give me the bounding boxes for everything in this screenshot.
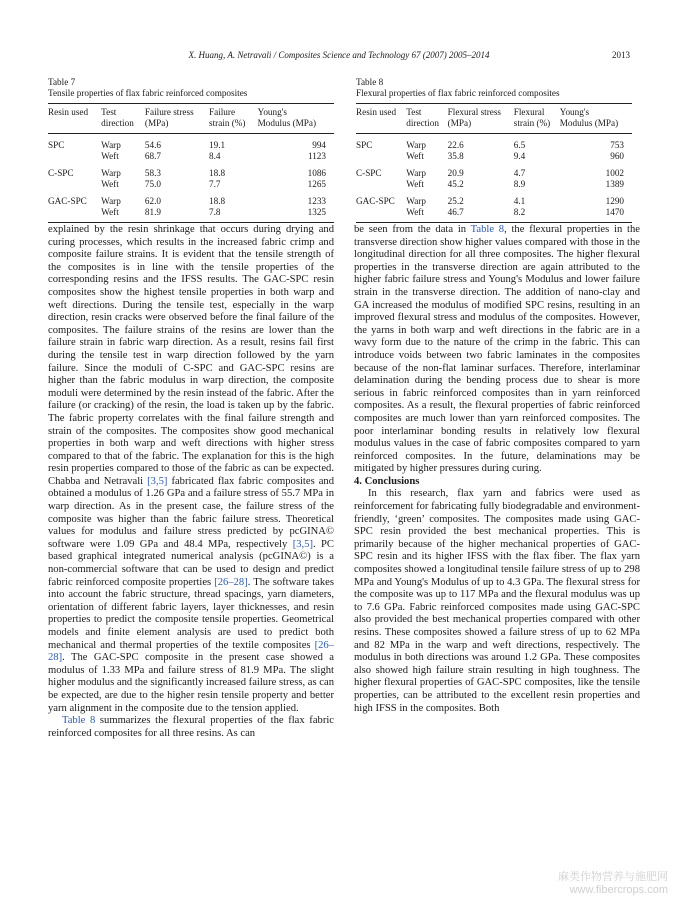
table-cell: Warp (101, 140, 121, 150)
table-cell: 1086 (307, 168, 326, 178)
table-row (48, 207, 334, 223)
table-cell: Weft (406, 151, 424, 161)
table-cell: 46.7 (447, 207, 464, 217)
column-header: Flexural stress (MPa) (447, 107, 501, 128)
watermark (558, 871, 668, 897)
table-cell: 1290 (605, 196, 624, 206)
column-header: Young's Modulus (MPa) (257, 107, 317, 128)
table-cell: 8.9 (513, 179, 526, 189)
table-8-label: Table 8 (356, 77, 384, 87)
table-cell: 68.7 (144, 151, 161, 161)
running-head: X. Huang, A. Netravali / Composites Science and Technology 67 (2007) 2005–2014 (188, 50, 490, 60)
table-cell: Warp (406, 168, 426, 178)
table-row (356, 162, 632, 179)
table-cell: 753 (610, 140, 624, 150)
table-cell (356, 207, 406, 223)
table-cell: 960 (610, 151, 624, 161)
table-cell: 18.8 (209, 196, 226, 206)
table-row (356, 207, 632, 223)
citation-link[interactable]: [3,5] (147, 475, 168, 487)
table-cell: 54.6 (144, 140, 161, 150)
table-row (48, 151, 334, 162)
table-cell: GAC-SPC (48, 196, 87, 206)
table-cell: 18.8 (209, 168, 226, 178)
table-7-label: Table 7 (48, 77, 76, 87)
table-cell: 1265 (307, 179, 326, 189)
table-8 (356, 77, 632, 223)
text-run: , the flexural properties in the transverse direction show higher values compared with those in the longitudinal direction for all three composites. The higher flexural properties in the transverse direction are again attributed to the higher fabric failure stress and Young's Modulus and lower failure strain in the transverse direction. The addition of nano-clay and GA increased the modulus of modified SPC resins, resulting in an improved flexural stress and modulus of the composites. However, the yarns in both warp and weft directions in the fabric are in a wavy form due to the nature of the crimp in the fabric. This can introduce voids between two fabric laminates in the composites because of the non-flat laminar surfaces. Therefore, interlaminar delamination during the bending process due to shear is more serious in fabric reinforced composites than in yarn reinforced composites. As a result, the flexural properties of fabric reinforced composites are much lower than yarn reinforced composites. The poor interlaminar bonding results in relatively low flexural modulus values in the case of fabric composites compared to yarn reinforced composites. In the future, delaminations may be mitigated by higher pressures during curing. (354, 224, 640, 475)
table-cell: 1470 (605, 207, 624, 217)
column-header: Resin used (48, 107, 89, 117)
table-cell: GAC-SPC (356, 196, 395, 206)
right-column (354, 224, 640, 715)
column-header: Test direction (101, 107, 134, 128)
page-number: 2013 (612, 50, 630, 60)
citation-link[interactable]: [26–28] (48, 639, 334, 664)
watermark-line-1: 麻类作物营养与施肥网 (558, 871, 668, 883)
table-7 (48, 77, 334, 223)
table-cell: 1233 (307, 196, 326, 206)
table-cell: 9.4 (513, 151, 526, 161)
table-row (48, 179, 334, 190)
table-cell: 75.0 (144, 179, 161, 189)
table-cell: 58.3 (144, 168, 161, 178)
table-cell: 22.6 (447, 140, 464, 150)
table-row (356, 134, 632, 152)
table-cell: 19.1 (209, 140, 226, 150)
conclusions-paragraph: In this research, flax yarn and fabrics were used as reinforcement for fabricating fully biodegradable and environment-friendly, ‘green’ composites. The composites made using GAC-SPC resin provided the best mechanical properties. This is primarily because of the higher mechanical properties of GAC-SPC resin and its higher IFSS with the flax fiber. The flax yarn composites showed a longitudinal tensile failure stress of up to 298 MPa and Young's Modulus of up to 4.3 GPa. The flexural stress for the composite was up to 117 MPa and the flexural modulus was up to 7.6 GPa. Fabric reinforced composites made using GAC-SPC also provided the best mechanical properties compared with other resins. These composites showed a failure stress of up to 62 MPa and 82 MPa in the warp and weft directions, respectively. The modulus in both directions was around 1.2 GPa. These composites also showed high failure strain resulting in high toughness. The higher flexural properties of GAC-SPC composites, like the tensile properties, can be attributed to the excellent resin properties and high IFSS in the composites. Both (354, 488, 640, 714)
text-run: . The GAC-SPC composite in the present case showed a modulus of 1.33 MPa and failure stress of 81.9 MPa. The slight higher modulus and the significantly increased failure stress, as can be expected, are due to the higher resin tensile property and better yarn alignment in the composite due to the tension applied. (48, 652, 334, 714)
table-cell: 7.7 (209, 179, 221, 189)
table-cell (48, 207, 101, 223)
table-8-body (356, 134, 632, 223)
table-cell (48, 179, 101, 190)
table-7-grid (48, 103, 334, 223)
column-header: Failure strain (%) (209, 107, 246, 128)
text-run: be seen from the data in (354, 224, 471, 235)
table-8-link[interactable]: Table 8 (62, 715, 96, 727)
table-row (356, 151, 632, 162)
table-cell: Warp (101, 196, 121, 206)
text-run: . PC based graphical integrated numerical analysis (pcGINA©) is a non-commercial software that can be used to design and predict fabric reinforced composite properties (48, 538, 335, 588)
table-cell: Warp (406, 140, 426, 150)
table-8-grid (356, 103, 632, 223)
table-cell: 35.8 (447, 151, 464, 161)
text-run: fabricated flax fabric composites and obtained a modulus of 1.26 GPa and a failure stress of 55.7 MPa in warp direction. As in the present case, the failure stress of the composite was higher than the fabric failure stress. Theoretical values for modulus and failure stress predicted by pcGINA© software were 1.09 GPa and 48.4 MPa, respectively (48, 475, 335, 550)
table-cell: 20.9 (447, 168, 464, 178)
left-column (48, 224, 334, 740)
table-7-caption: Tensile properties of flax fabric reinforced composites (48, 88, 248, 98)
table-cell: 7.8 (209, 207, 221, 217)
table-cell: C-SPC (356, 168, 382, 178)
table-row (356, 190, 632, 207)
table-cell: 62.0 (144, 196, 161, 206)
column-header: Resin used (356, 107, 397, 117)
left-paragraph-1 (48, 224, 334, 715)
table-cell: 1325 (307, 207, 326, 217)
column-header: Flexural strain (%) (513, 107, 551, 128)
table-cell: Warp (406, 196, 426, 206)
table-cell: Weft (101, 207, 119, 217)
text-run: . The software takes into account the fabric structure, thread spacings, yarn diameters, orientation of different fabric layers, layer thicknesses, and resin properties to predict the composite tensile properties. Geometrical models and finite element analysis are used to predict both mechanical and thermal properties of the textile composites (48, 576, 334, 651)
table-7-header-row (48, 104, 334, 134)
citation-link[interactable]: [26–28] (214, 576, 248, 588)
table-cell: Weft (101, 179, 119, 189)
column-header: Failure stress (MPa) (144, 107, 194, 128)
table-cell: 45.2 (447, 179, 464, 189)
table-cell: 994 (312, 140, 326, 150)
table-cell (48, 151, 101, 162)
table-cell: 6.5 (513, 140, 526, 150)
right-paragraph-1 (354, 224, 640, 476)
table-7-body (48, 134, 334, 223)
citation-link[interactable]: [3,5] (292, 538, 313, 550)
table-cell (356, 179, 406, 190)
table-cell: 25.2 (447, 196, 464, 206)
table-cell: C-SPC (48, 168, 74, 178)
table-row (48, 190, 334, 207)
table-cell: Weft (406, 179, 424, 189)
table-8-header-row (356, 104, 632, 134)
text-run: summarizes the flexural properties of the flax fabric reinforced composites for all three resins. As can (48, 715, 334, 739)
table-cell: Weft (101, 151, 119, 161)
table-cell: 1002 (605, 168, 624, 178)
table-cell: 4.1 (513, 196, 526, 206)
table-row (48, 134, 334, 152)
table-8-link[interactable]: Table 8 (470, 224, 505, 235)
table-cell: SPC (48, 140, 65, 150)
text-run: explained by the resin shrinkage that occurs during drying and curing processes, which results in the increased fabric crimp and composite failure strains. It is evident that the tensile strength of the composites is in line with the tensile properties of the corresponding resins and the IFSS results. The GAC-SPC resin composites show the highest tensile properties in both warp and weft directions. During the tensile test, especially in the warp direction, resin cracks were observed before the final failure of the composites. The failure strains of the resins are lower than the failure strain in fabric warp direction. As a result, resins fail first during the tensile test in warp direction followed by the yarn failure. Since the moduli of C-SPC and GAC-SPC resins are higher than the fabric modulus in warp direction, the composite moduli were determined by the resin instead of the fabric. After the failure (or cracking) of the resin, the load is taken up by the fabric. The fabric property correlates with the final failure strength and strain of the composites. The composites show good mechanical properties in both warp and weft directions with higher stress compared to that of the fabric. The explanation for this is the high resin properties compared to those of the fabric as can be expected. Chabba and Netravali (48, 224, 334, 487)
watermark-line-2: www.fibercrops.com (569, 884, 668, 896)
table-cell: 8.2 (513, 207, 526, 217)
table-cell: 1123 (307, 151, 326, 161)
section-heading-conclusions: 4. Conclusions (354, 475, 420, 487)
table-cell: Weft (406, 207, 424, 217)
table-8-caption: Flexural properties of flax fabric reinforced composites (356, 88, 560, 98)
left-paragraph-2 (48, 715, 334, 740)
table-cell: Warp (101, 168, 121, 178)
table-cell (356, 151, 406, 162)
table-cell: 8.4 (209, 151, 221, 161)
column-header: Young's Modulus (MPa) (559, 107, 619, 128)
column-header: Test direction (406, 107, 439, 128)
table-row (356, 179, 632, 190)
table-row (48, 162, 334, 179)
table-cell: 4.7 (513, 168, 526, 178)
table-cell: 81.9 (144, 207, 161, 217)
table-cell: SPC (356, 140, 373, 150)
table-cell: 1389 (605, 179, 624, 189)
